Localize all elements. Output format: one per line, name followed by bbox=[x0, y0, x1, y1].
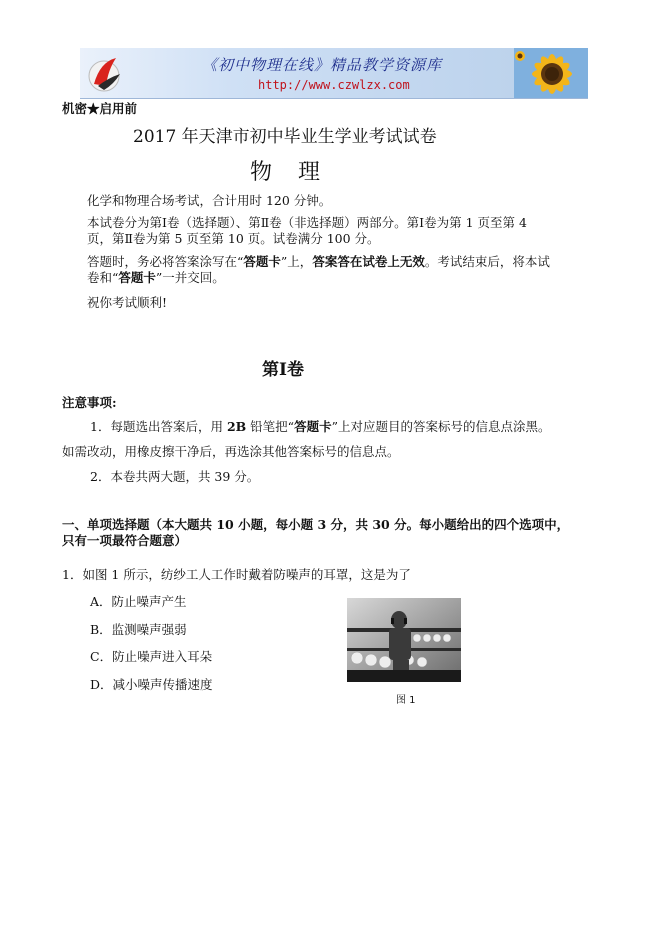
intro-line-2b: 页，第Ⅱ卷为第 5 页至第 10 页。试卷满分 100 分。 bbox=[87, 231, 380, 246]
figure-1-photo bbox=[347, 598, 461, 682]
intro-line-2a: 本试卷分为第Ⅰ卷（选择题）、第Ⅱ卷（非选择题）两部分。第Ⅰ卷为第 1 页至第 4 bbox=[87, 215, 527, 230]
intro-line-1: 化学和物理合场考试，合计用时 120 分钟。 bbox=[87, 193, 332, 208]
note-text: 1．每题选出答案后，用 bbox=[90, 419, 227, 434]
figure-1-caption: 图 1 bbox=[396, 695, 416, 706]
question-1-stem: 1．如图 1 所示，纺纱工人工作时戴着防噪声的耳罩，这是为了 bbox=[62, 567, 411, 582]
question-1-option-c: C．防止噪声进入耳朵 bbox=[90, 649, 213, 664]
intro-line-3b bbox=[87, 268, 225, 286]
banner-url[interactable]: http://www.czwlzx.com bbox=[258, 78, 410, 92]
intro-text: 卷和“ bbox=[87, 270, 119, 285]
notes-title: 注意事项: bbox=[62, 395, 117, 410]
sunflower-icon bbox=[514, 48, 588, 98]
part1-heading-line2: 只有一项最符合题意） bbox=[62, 533, 188, 548]
textile-worker-image bbox=[347, 598, 461, 682]
question-1-option-a: A．防止噪声产生 bbox=[90, 594, 187, 609]
exam-title: 2017 年天津市初中毕业生学业考试试卷 bbox=[133, 127, 437, 147]
pencil-type: 2B bbox=[226, 419, 247, 434]
intro-text: ”一并交回。 bbox=[155, 270, 225, 285]
question-1-option-b: B．监测噪声强弱 bbox=[90, 622, 187, 637]
good-luck-line: 祝你考试顺利! bbox=[87, 295, 168, 310]
intro-text: 。考试结束后，将本试 bbox=[424, 254, 550, 269]
logo-icon bbox=[86, 52, 126, 94]
question-1-option-d: D．减小噪声传播速度 bbox=[90, 677, 213, 692]
section-title: 第Ⅰ卷 bbox=[262, 360, 304, 380]
note-2: 2．本卷共两大题，共 39 分。 bbox=[90, 469, 260, 484]
part1-heading-line1: 一、单项选择题（本大题共 10 小题，每小题 3 分，共 30 分。每小题给出的四个选项中， bbox=[62, 517, 570, 532]
answer-card-emphasis: 答题卡 bbox=[118, 270, 156, 285]
invalid-warning: 答案答在试卷上无效 bbox=[312, 254, 425, 269]
answer-card-emphasis: 答题卡 bbox=[243, 254, 281, 269]
banner-title: 《初中物理在线》精品教学资源库 bbox=[202, 56, 443, 74]
note-1-continued: 如需改动，用橡皮擦干净后，再选涂其他答案标号的信息点。 bbox=[62, 444, 400, 459]
intro-text: 答题时，务必将答案涂写在“ bbox=[87, 254, 244, 269]
note-1 bbox=[90, 417, 551, 435]
note-text: 铅笔把“ bbox=[246, 419, 295, 434]
header-banner bbox=[80, 48, 588, 99]
note-text: ”上对应题目的答案标号的信息点涂黑。 bbox=[331, 419, 551, 434]
confidential-label: 机密★启用前 bbox=[62, 101, 138, 116]
answer-card-emphasis: 答题卡 bbox=[294, 419, 332, 434]
subject-title: 物 理 bbox=[250, 160, 323, 185]
intro-text: ”上， bbox=[280, 254, 313, 269]
